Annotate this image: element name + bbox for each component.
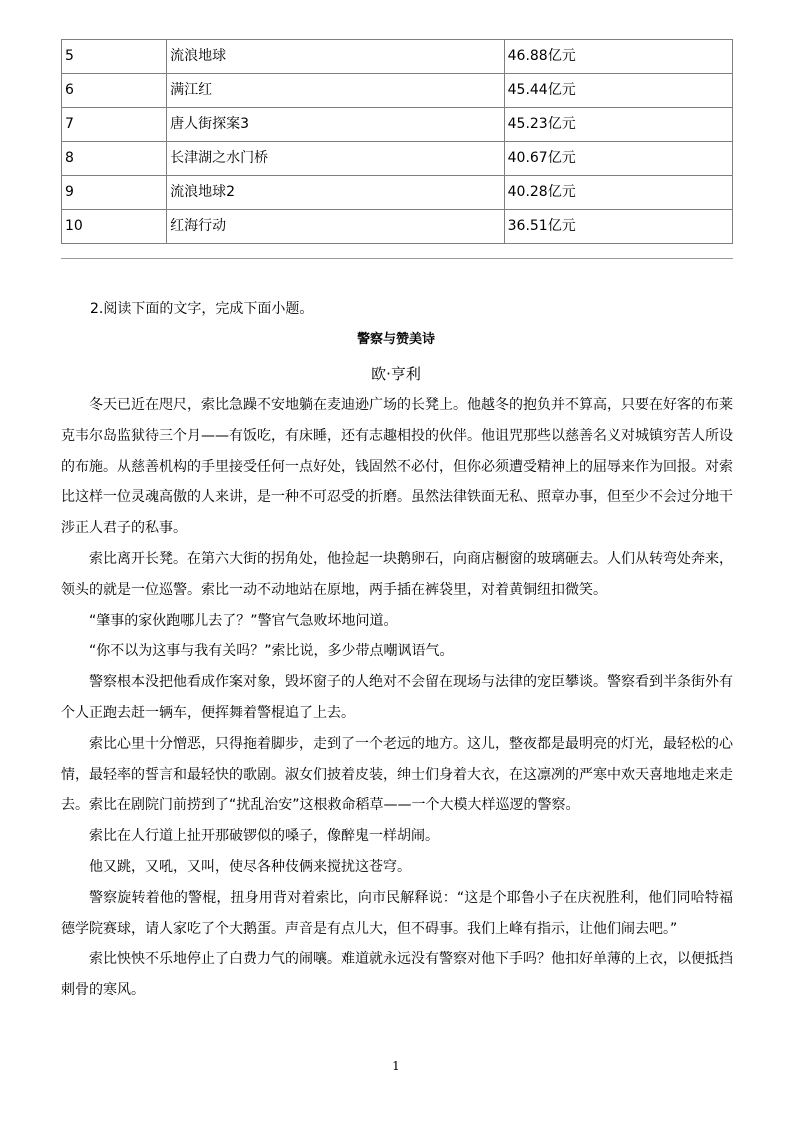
story-paragraph: “肇事的家伙跑哪儿去了？”警官气急败坏地问道。 (89, 612, 398, 629)
rank-cell: 9 (62, 176, 167, 210)
box-office-cell: 40.28亿元 (504, 176, 732, 210)
story-paragraph: 警察根本没把他看成作案对象，毁坏窗子的人绝对不会留在现场与法律的宠臣攀谈。警察看到半条街外有个人正跑去赶一辆车，便挥舞着警棍追了上去。 (61, 674, 733, 721)
story-paragraph: 他又跳，又吼，又叫，使尽各种伎俩来搅扰这苍穹。 (89, 858, 411, 875)
rank-cell: 10 (62, 210, 167, 244)
film-title-cell: 长津湖之水门桥 (167, 142, 505, 176)
box-office-cell: 36.51亿元 (504, 210, 732, 244)
rank-cell: 6 (62, 74, 167, 108)
story-paragraph: 索比在人行道上扯开那破锣似的嗓子，像醉鬼一样胡闹。 (89, 828, 439, 845)
film-title-cell: 唐人街探案3 (167, 108, 505, 142)
box-office-cell: 46.88亿元 (504, 40, 732, 74)
table-row (62, 176, 733, 210)
story-paragraph: “你不以为这事与我有关吗？”索比说，多少带点嘲讽语气。 (89, 643, 454, 660)
rank-cell: 7 (62, 108, 167, 142)
rank-cell: 5 (62, 40, 167, 74)
film-title-cell: 流浪地球2 (167, 176, 505, 210)
section-divider (61, 258, 733, 259)
story-paragraph: 冬天已近在咫尺，索比急躁不安地躺在麦迪逊广场的长凳上。他越冬的抱负并不算高，只要在好客的布莱克韦尔岛监狱待三个月——有饭吃，有床睡，还有志趣相投的伙伴。他诅咒那些以慈善名义对城镇穷苦人所设的布施。从慈善机构的手里接受任何一点好处，钱固然不必付，但你必须遭受精神上的屈辱来作为回报。对索比这样一位灵魂高傲的人来讲，是一种不可忍受的折磨。虽然法律铁面无私、照章办事，但至少不会过分地干涉正人君子的私事。 (61, 397, 733, 537)
film-title-cell: 流浪地球 (167, 40, 505, 74)
table-row (62, 40, 733, 74)
table-row (62, 210, 733, 244)
box-office-cell: 40.67亿元 (504, 142, 732, 176)
box-office-cell: 45.44亿元 (504, 74, 732, 108)
story-paragraph: 警察旋转着他的警棍，扭身用背对着索比，向市民解释说：“这是个耶鲁小子在庆祝胜利，他们同哈特福德学院赛球，请人家吃了个大鹅蛋。声音是有点儿大，但不碍事。我们上峰有指示，让他们闹去吧。” (61, 889, 733, 937)
story-paragraph: 索比离开长凳。在第六大街的拐角处，他捡起一块鹅卵石，向商店橱窗的玻璃砸去。人们从转弯处奔来，领头的就是一位巡警。索比一动不动地站在原地，两手插在裤袋里，对着黄铜纽扣微笑。 (61, 550, 733, 598)
box-office-cell: 45.23亿元 (504, 108, 732, 142)
film-title-cell: 红海行动 (167, 210, 505, 244)
question-instruction: 2.阅读下面的文字，完成下面小题。 (90, 301, 314, 317)
table-row (62, 142, 733, 176)
box-office-ranking-table (61, 39, 733, 244)
story-title: 警察与赞美诗 (356, 332, 435, 347)
story-paragraph: 索比心里十分憎恶，只得拖着脚步，走到了一个老远的地方。这儿，整夜都是最明亮的灯光，最轻松的心情，最轻率的誓言和最轻快的歌剧。淑女们披着皮装，绅士们身着大衣，在这凛冽的严寒中欢天喜地地走来走去。索比在剧院门前捞到了“扰乱治安”这根救命稻草——一个大模大样巡逻的警察。 (61, 735, 733, 814)
rank-cell: 8 (62, 142, 167, 176)
story-paragraph: 索比怏怏不乐地停止了白费力气的闹嚷。难道就永远没有警察对他下手吗？他扣好单薄的上衣，以便抵挡刺骨的寒风。 (61, 951, 733, 999)
story-author: 欧·亨利 (371, 365, 421, 383)
table-row (62, 108, 733, 142)
story-body (61, 390, 733, 1006)
page-number: 1 (392, 1059, 400, 1073)
film-title-cell: 满江红 (167, 74, 505, 108)
table-row (62, 74, 733, 108)
